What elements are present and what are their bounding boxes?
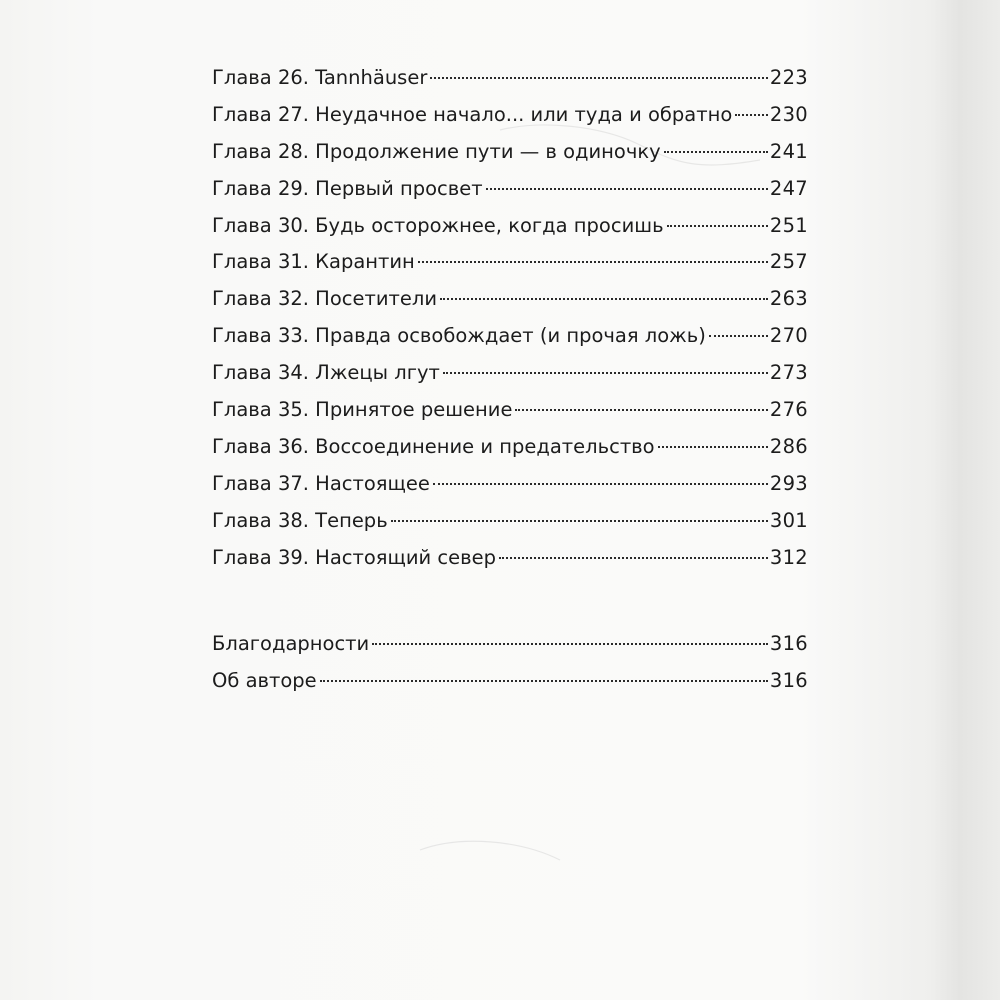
dot-leader [418, 261, 768, 263]
toc-entry-page: 223 [769, 66, 808, 89]
dot-leader [440, 298, 768, 300]
dot-leader [735, 114, 768, 116]
toc-entry[interactable] [212, 503, 808, 540]
toc-entry[interactable] [212, 318, 808, 355]
toc-entry-page: 293 [769, 471, 808, 495]
toc-entry-title: Глава 32. Посетители [212, 287, 437, 311]
toc-entry[interactable] [212, 97, 808, 134]
toc-entry[interactable] [212, 429, 808, 466]
toc-entry[interactable] [212, 208, 808, 245]
toc-entry[interactable] [212, 134, 808, 171]
toc-entry-title: Благодарности [212, 632, 370, 656]
dot-leader [658, 446, 768, 448]
toc-entry[interactable] [212, 355, 808, 392]
toc-entry-page: 251 [769, 213, 808, 237]
toc-entry-page: 263 [769, 287, 808, 311]
toc-entry-title: Глава 37. Настоящее [212, 471, 430, 495]
section-gap [212, 576, 808, 626]
toc-entry-title: Глава 35. Принятое решение [212, 398, 513, 422]
toc-entry-page: 312 [769, 545, 808, 569]
toc-entry[interactable] [212, 171, 808, 208]
dot-leader [372, 643, 768, 645]
dot-leader [430, 77, 768, 79]
toc-entry-title: Об авторе [212, 669, 317, 693]
toc-entry-page: 270 [769, 324, 808, 348]
toc-entry-title: Глава 29. Первый просвет [212, 176, 483, 200]
toc-entry-page: 316 [769, 669, 808, 693]
toc-entry[interactable] [212, 466, 808, 503]
toc-entry-title: Глава 28. Продолжение пути — в одиночку [212, 139, 661, 163]
toc-entry-page: 286 [769, 434, 808, 458]
toc-entry-page: 301 [769, 508, 808, 532]
toc-entry-page: 247 [769, 176, 808, 200]
dot-leader [499, 557, 768, 559]
toc-entry-page: 276 [769, 398, 808, 422]
dot-leader [443, 372, 768, 374]
toc-entry-page: 241 [769, 139, 808, 163]
toc-entry-about-author[interactable] [212, 663, 808, 700]
toc-entry-page: 230 [769, 102, 808, 126]
dot-leader [320, 680, 768, 682]
toc-entry-title: Глава 27. Неудачное начало... или туда и обратно [212, 102, 733, 126]
toc-entry[interactable] [212, 392, 808, 429]
dot-leader [709, 335, 768, 337]
toc-entry[interactable] [212, 60, 808, 97]
dot-leader [486, 188, 768, 190]
toc-entry-title: Глава 26. Tannhäuser [212, 66, 428, 89]
dot-leader [391, 520, 768, 522]
toc-entry-acknowledgements[interactable] [212, 626, 808, 663]
dot-leader [667, 225, 768, 227]
table-of-contents [212, 60, 808, 700]
toc-entry-title: Глава 30. Будь осторожнее, когда просишь [212, 213, 664, 237]
toc-entry[interactable] [212, 540, 808, 577]
dot-leader [664, 151, 768, 153]
toc-entry[interactable] [212, 281, 808, 318]
toc-entry-page: 316 [769, 632, 808, 656]
dot-leader [433, 483, 768, 485]
dot-leader [515, 409, 767, 411]
toc-entry-title: Глава 36. Воссоединение и предательство [212, 434, 655, 458]
toc-entry-title: Глава 34. Лжецы лгут [212, 361, 440, 385]
toc-entry-title: Глава 33. Правда освобождает (и прочая ложь) [212, 324, 706, 348]
toc-entry[interactable] [212, 244, 808, 281]
toc-entry-title: Глава 38. Теперь [212, 508, 388, 532]
toc-entry-page: 273 [769, 361, 808, 385]
toc-entry-page: 257 [769, 250, 808, 274]
toc-entry-title: Глава 39. Настоящий север [212, 545, 497, 569]
toc-entry-title: Глава 31. Карантин [212, 250, 415, 274]
